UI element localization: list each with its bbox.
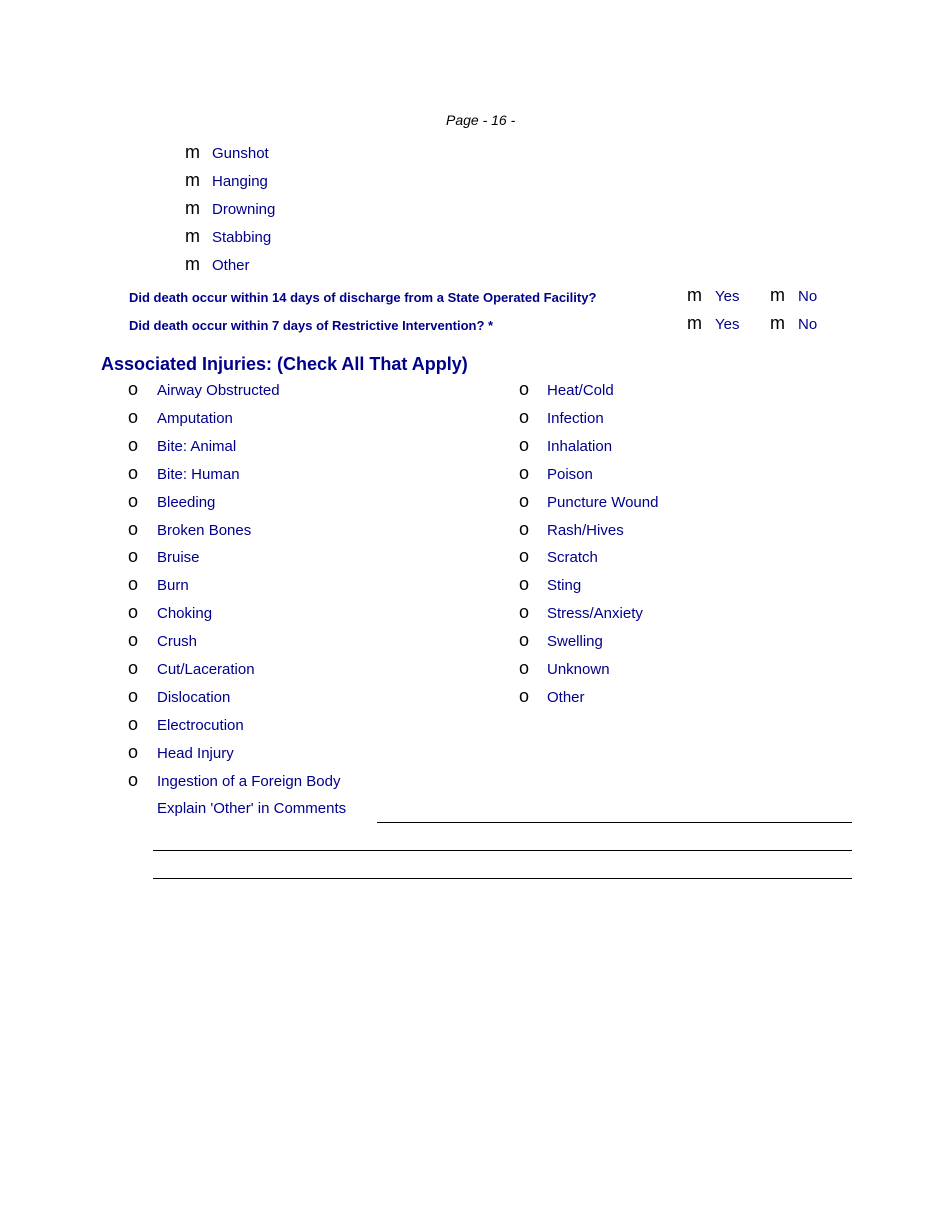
injury-label-inhalation: Inhalation — [547, 437, 613, 455]
injury-checkbox-inhalation[interactable]: o — [519, 434, 530, 455]
injury-checkbox-stress-anxiety[interactable]: o — [519, 602, 530, 623]
restrictive-no-label: No — [798, 316, 818, 333]
injury-label-amputation: Amputation — [157, 409, 233, 427]
injury-checkbox-rash-hives[interactable]: o — [519, 518, 530, 539]
injury-label-bite-human: Bite: Human — [157, 465, 240, 483]
injury-checkbox-head-injury[interactable]: o — [128, 741, 139, 762]
injury-label-puncture-wound: Puncture Wound — [547, 493, 659, 511]
means-checkbox-other[interactable]: m — [185, 254, 200, 274]
injury-label-rash-hives: Rash/Hives — [547, 521, 624, 539]
discharge-yes-label: Yes — [715, 288, 740, 305]
injury-checkbox-scratch[interactable]: o — [519, 546, 530, 567]
injury-label-stress-anxiety: Stress/Anxiety — [547, 605, 643, 623]
injury-checkbox-bite-animal[interactable]: o — [128, 434, 139, 455]
radio-discharge-no[interactable]: m — [770, 285, 785, 305]
restrictive-yes-label: Yes — [715, 316, 740, 333]
injury-label-infection: Infection — [547, 409, 604, 427]
injury-label-ingestion-of-a-foreign-body: Ingestion of a Foreign Body — [157, 772, 341, 790]
means-label-drowning: Drowning — [212, 201, 276, 218]
injury-label-burn: Burn — [157, 577, 189, 595]
injury-checkbox-crush[interactable]: o — [128, 630, 139, 651]
injury-label-cut-laceration: Cut/Laceration — [157, 661, 255, 678]
injury-checkbox-airway-obstructed[interactable]: o — [128, 379, 139, 399]
injury-checkbox-sting[interactable]: o — [519, 574, 530, 595]
means-checkbox-drowning[interactable]: m — [185, 198, 200, 218]
injury-checkbox-ingestion-of-a-foreign-body[interactable]: o — [128, 769, 139, 790]
injury-label-heat-cold: Heat/Cold — [547, 382, 614, 399]
injury-checkbox-bruise[interactable]: o — [128, 546, 139, 567]
injury-label-bleeding: Bleeding — [157, 493, 216, 511]
injury-label-swelling: Swelling — [547, 633, 603, 651]
injury-label-crush: Crush — [157, 633, 198, 651]
means-label-hanging: Hanging — [212, 173, 268, 190]
comment-line-1[interactable] — [377, 822, 852, 823]
injury-label-other: Other — [547, 688, 585, 706]
injury-label-scratch: Scratch — [547, 549, 598, 567]
question-discharge-14-days: Did death occur within 14 days of discharge from a State Operated Facility? — [129, 290, 597, 305]
comment-line-2[interactable] — [153, 850, 852, 851]
injury-label-broken-bones: Broken Bones — [157, 521, 252, 539]
injury-checkbox-swelling[interactable]: o — [519, 630, 530, 651]
injury-label-electrocution: Electrocution — [157, 716, 244, 734]
injury-label-dislocation: Dislocation — [157, 688, 231, 706]
means-checkbox-gunshot[interactable]: m — [185, 142, 200, 162]
injury-checkbox-bite-human[interactable]: o — [128, 462, 139, 483]
question-restrictive-7-days: Did death occur within 7 days of Restrictive Intervention? * — [129, 318, 494, 333]
injury-checkbox-poison[interactable]: o — [519, 462, 530, 483]
means-label-stabbing: Stabbing — [212, 229, 272, 246]
injuries-heading: Associated Injuries: (Check All That Apply) — [101, 354, 468, 374]
injury-checkbox-cut-laceration[interactable]: o — [128, 658, 139, 678]
injury-label-bruise: Bruise — [157, 549, 200, 567]
injury-checkbox-electrocution[interactable]: o — [128, 713, 139, 734]
page-number: Page - 16 - — [446, 112, 516, 128]
injury-checkbox-choking[interactable]: o — [128, 602, 139, 623]
injury-checkbox-infection[interactable]: o — [519, 406, 530, 427]
discharge-no-label: No — [798, 288, 818, 305]
means-checkbox-stabbing[interactable]: m — [185, 226, 200, 246]
injury-checkbox-dislocation[interactable]: o — [128, 685, 139, 706]
radio-restrictive-no[interactable]: m — [770, 313, 785, 333]
injury-label-bite-animal: Bite: Animal — [157, 437, 237, 455]
injury-checkbox-heat-cold[interactable]: o — [519, 379, 530, 399]
injury-label-airway-obstructed: Airway Obstructed — [157, 382, 280, 399]
injury-label-sting: Sting — [547, 577, 582, 595]
radio-discharge-yes[interactable]: m — [687, 285, 702, 305]
injury-checkbox-burn[interactable]: o — [128, 574, 139, 595]
radio-restrictive-yes[interactable]: m — [687, 313, 702, 333]
comment-line-3[interactable] — [153, 878, 852, 879]
means-label-gunshot: Gunshot — [212, 145, 269, 162]
injury-checkbox-broken-bones[interactable]: o — [128, 518, 139, 539]
injury-checkbox-bleeding[interactable]: o — [128, 490, 139, 511]
injury-label-poison: Poison — [547, 465, 593, 483]
explain-other-label: Explain 'Other' in Comments — [157, 800, 347, 817]
injury-checkbox-puncture-wound[interactable]: o — [519, 490, 530, 511]
injury-checkbox-unknown[interactable]: o — [519, 658, 530, 678]
injury-label-unknown: Unknown — [547, 661, 610, 678]
injury-checkbox-other[interactable]: o — [519, 685, 530, 706]
injury-label-head-injury: Head Injury — [157, 744, 234, 762]
means-checkbox-hanging[interactable]: m — [185, 170, 200, 190]
injury-label-choking: Choking — [157, 605, 213, 623]
injury-checkbox-amputation[interactable]: o — [128, 406, 139, 427]
means-label-other: Other — [212, 257, 250, 274]
